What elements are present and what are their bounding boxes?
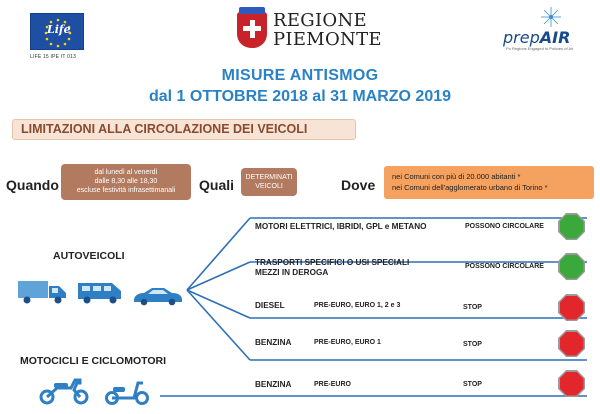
eu-caption: LIFE 15 IPE IT 013 [30, 54, 77, 60]
when-box: dal lunedì al venerdì dalle 8,30 alle 18,30 escluse festività infrasettimanali [61, 164, 191, 200]
section-banner: LIMITAZIONI ALLA CIRCOLAZIONE DEI VEICOLI [12, 119, 356, 140]
where-label: Dove [341, 177, 376, 193]
page-subtitle: dal 1 OTTOBRE 2018 al 31 MARZO 2019 [148, 88, 452, 105]
prepair-logo-icon: prepAIR [503, 28, 571, 47]
prepair-caption: Po Regions Engaged to Policies of Air [506, 46, 574, 51]
rule-label: DIESEL [255, 301, 285, 310]
page-title: MISURE ANTISMOG [221, 67, 379, 84]
rule-verdict: POSSONO CIRCOLARE [465, 263, 544, 270]
category-motorcycles: MOTOCICLI E CICLOMOTORI [20, 355, 167, 367]
which-label: Quali [199, 177, 235, 193]
rule-label: BENZINA [255, 380, 292, 389]
rule-verdict: STOP [463, 304, 482, 311]
which-box: DETERMINATI VEICOLI [241, 168, 297, 196]
where-box: nei Comuni con più di 20.000 abitanti * nei Comuni dell'agglomerato urbano di Torino * [384, 166, 594, 199]
rule-label: BENZINA [255, 338, 292, 347]
rule-label: TRASPORTI SPECIFICI O USI SPECIALI MEZZI IN DEROGA [255, 258, 410, 277]
rule-verdict: STOP [463, 341, 482, 348]
rule-sub: PRE-EURO, EURO 1 [314, 339, 381, 346]
category-cars: AUTOVEICOLI [53, 250, 125, 262]
region-name: REGIONE PIEMONTE [273, 10, 382, 50]
rule-verdict: POSSONO CIRCOLARE [465, 223, 544, 230]
rule-sub: PRE-EURO, EURO 1, 2 e 3 [314, 302, 401, 309]
eu-life-text: Life [47, 23, 71, 36]
rule-verdict: STOP [463, 381, 482, 388]
rule-sub: PRE-EURO [314, 381, 351, 388]
rule-label: MOTORI ELETTRICI, IBRIDI, GPL e METANO [255, 222, 427, 231]
when-label: Quando [6, 177, 59, 193]
